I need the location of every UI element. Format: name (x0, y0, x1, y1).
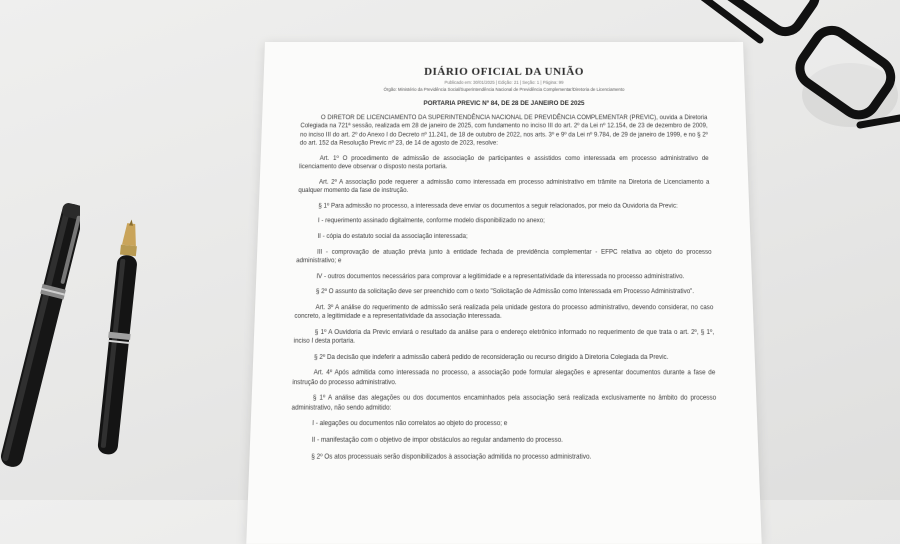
document-masthead: DIÁRIO OFICIAL DA UNIÃO (423, 65, 584, 78)
document-paragraph: III - comprovação de atuação prévia junto à entidade fechada de previdência complementar - EFPC relativa ao objeto do processo administrativo; e (296, 249, 712, 265)
document-paragraph: § 1º A análise das alegações ou dos documentos encaminhados pela associação será realizada exclusivamente no âmbito do processo administrativo, não sendo admitido: (291, 395, 717, 412)
official-document-page (246, 42, 761, 544)
document-paragraph: II - cópia do estatuto social da associação interessada; (317, 233, 468, 241)
document-paragraph: Art. 4º Após admitida como interessada no processo, a associação pode formular alegações e apresentar documentos durante a fase de instrução do processo administrativo. (292, 370, 716, 387)
document-paragraph: § 1º Para admissão no processo, a interessada deve enviar os documentos a seguir relacionados, por meio da Ouvidoria da Previc: (318, 203, 678, 210)
document-paragraph: I - alegações ou documentos não correlatos ao objeto do processo; e (312, 421, 508, 428)
document-paragraph: Art. 1º O procedimento de admissão de associação de participantes e assistidos como interessada em processo administrativo de licenciamento deve observar o disposto nesta portaria. (298, 155, 709, 171)
document-paragraph: IV - outros documentos necessários para comprovar a legitimidade e a representatividade da interessada no processo administrativo. (316, 273, 685, 280)
publication-line: Publicado em: 30/01/2025 | Edição: 21 | Seção: 1 | Página: 99 (444, 79, 564, 85)
document-paragraph: § 2º Os atos processuais serão disponibilizados à associação admitida no processo administrativo. (311, 453, 592, 461)
document-paragraph: Art. 2º A associação pode requerer a admissão como interessada em processo administrativo em trâmite na Diretoria de Licenciamento a qualquer momento da fase de instrução. (298, 179, 710, 195)
ballpoint-pen-icon (0, 190, 80, 490)
document-paragraph: O DIRETOR DE LICENCIAMENTO DA SUPERINTENDÊNCIA NACIONAL DE PREVIDÊNCIA COMPLEMENTAR (PREVIC), ouvida a Diretoria Colegiada na 721ª sessão, realizada em 28 de janeiro de 2025, com fundamento no inciso III do art. 2º da Lei nº 12.154, de 23 de dezembro de 2009, no inciso III do art. 2º do Anexo I do Decreto nº 11.241, de 18 de outubro de 2022, nos arts. 3º e 9º da Lei nº 9.784, de 29 de janeiro de 1999, e no § 2º do art. 152 da Resolução Previc nº 23, de 14 de agosto de 2023, resolve: (299, 115, 709, 147)
document-paragraph: § 2º Da decisão que indeferir a admissão caberá pedido de reconsideração ou recurso dirigido à Diretoria Colegiada da Previc. (313, 354, 669, 361)
organ-line: Órgão: Ministério da Previdência Social/Superintendência Nacional de Previdência Complementar/Diretoria de Licenciamento (383, 86, 625, 92)
document-header (301, 66, 706, 92)
fountain-pen-icon (85, 215, 155, 465)
document-paragraph: I - requerimento assinado digitalmente, conforme modelo disponibilizado no anexo; (317, 218, 545, 225)
document-paragraph: II - manifestação com o objetivo de impor obstáculos ao regular andamento do processo. (311, 437, 563, 444)
document-paragraph: Art. 3º A análise do requerimento de admissão será realizada pela unidade gestora do processo administrativo, devendo considerar, no caso concreto, a legitimidade e a representatividade da associação interessada. (294, 304, 714, 321)
document-paragraph: § 1º A Ouvidoria da Previc enviará o resultado da análise para o endereço eletrônico informado no requerimento de que trata o art. 2º, § 1º, inciso I desta portaria. (293, 329, 715, 346)
document-title: PORTARIA PREVIC Nº 84, DE 28 DE JANEIRO DE 2025 (423, 99, 585, 108)
document-paragraph: § 2º O assunto da solicitação deve ser preenchido com o texto "Solicitação de Admissão como Interessada em Processo Administrativo". (315, 289, 695, 296)
